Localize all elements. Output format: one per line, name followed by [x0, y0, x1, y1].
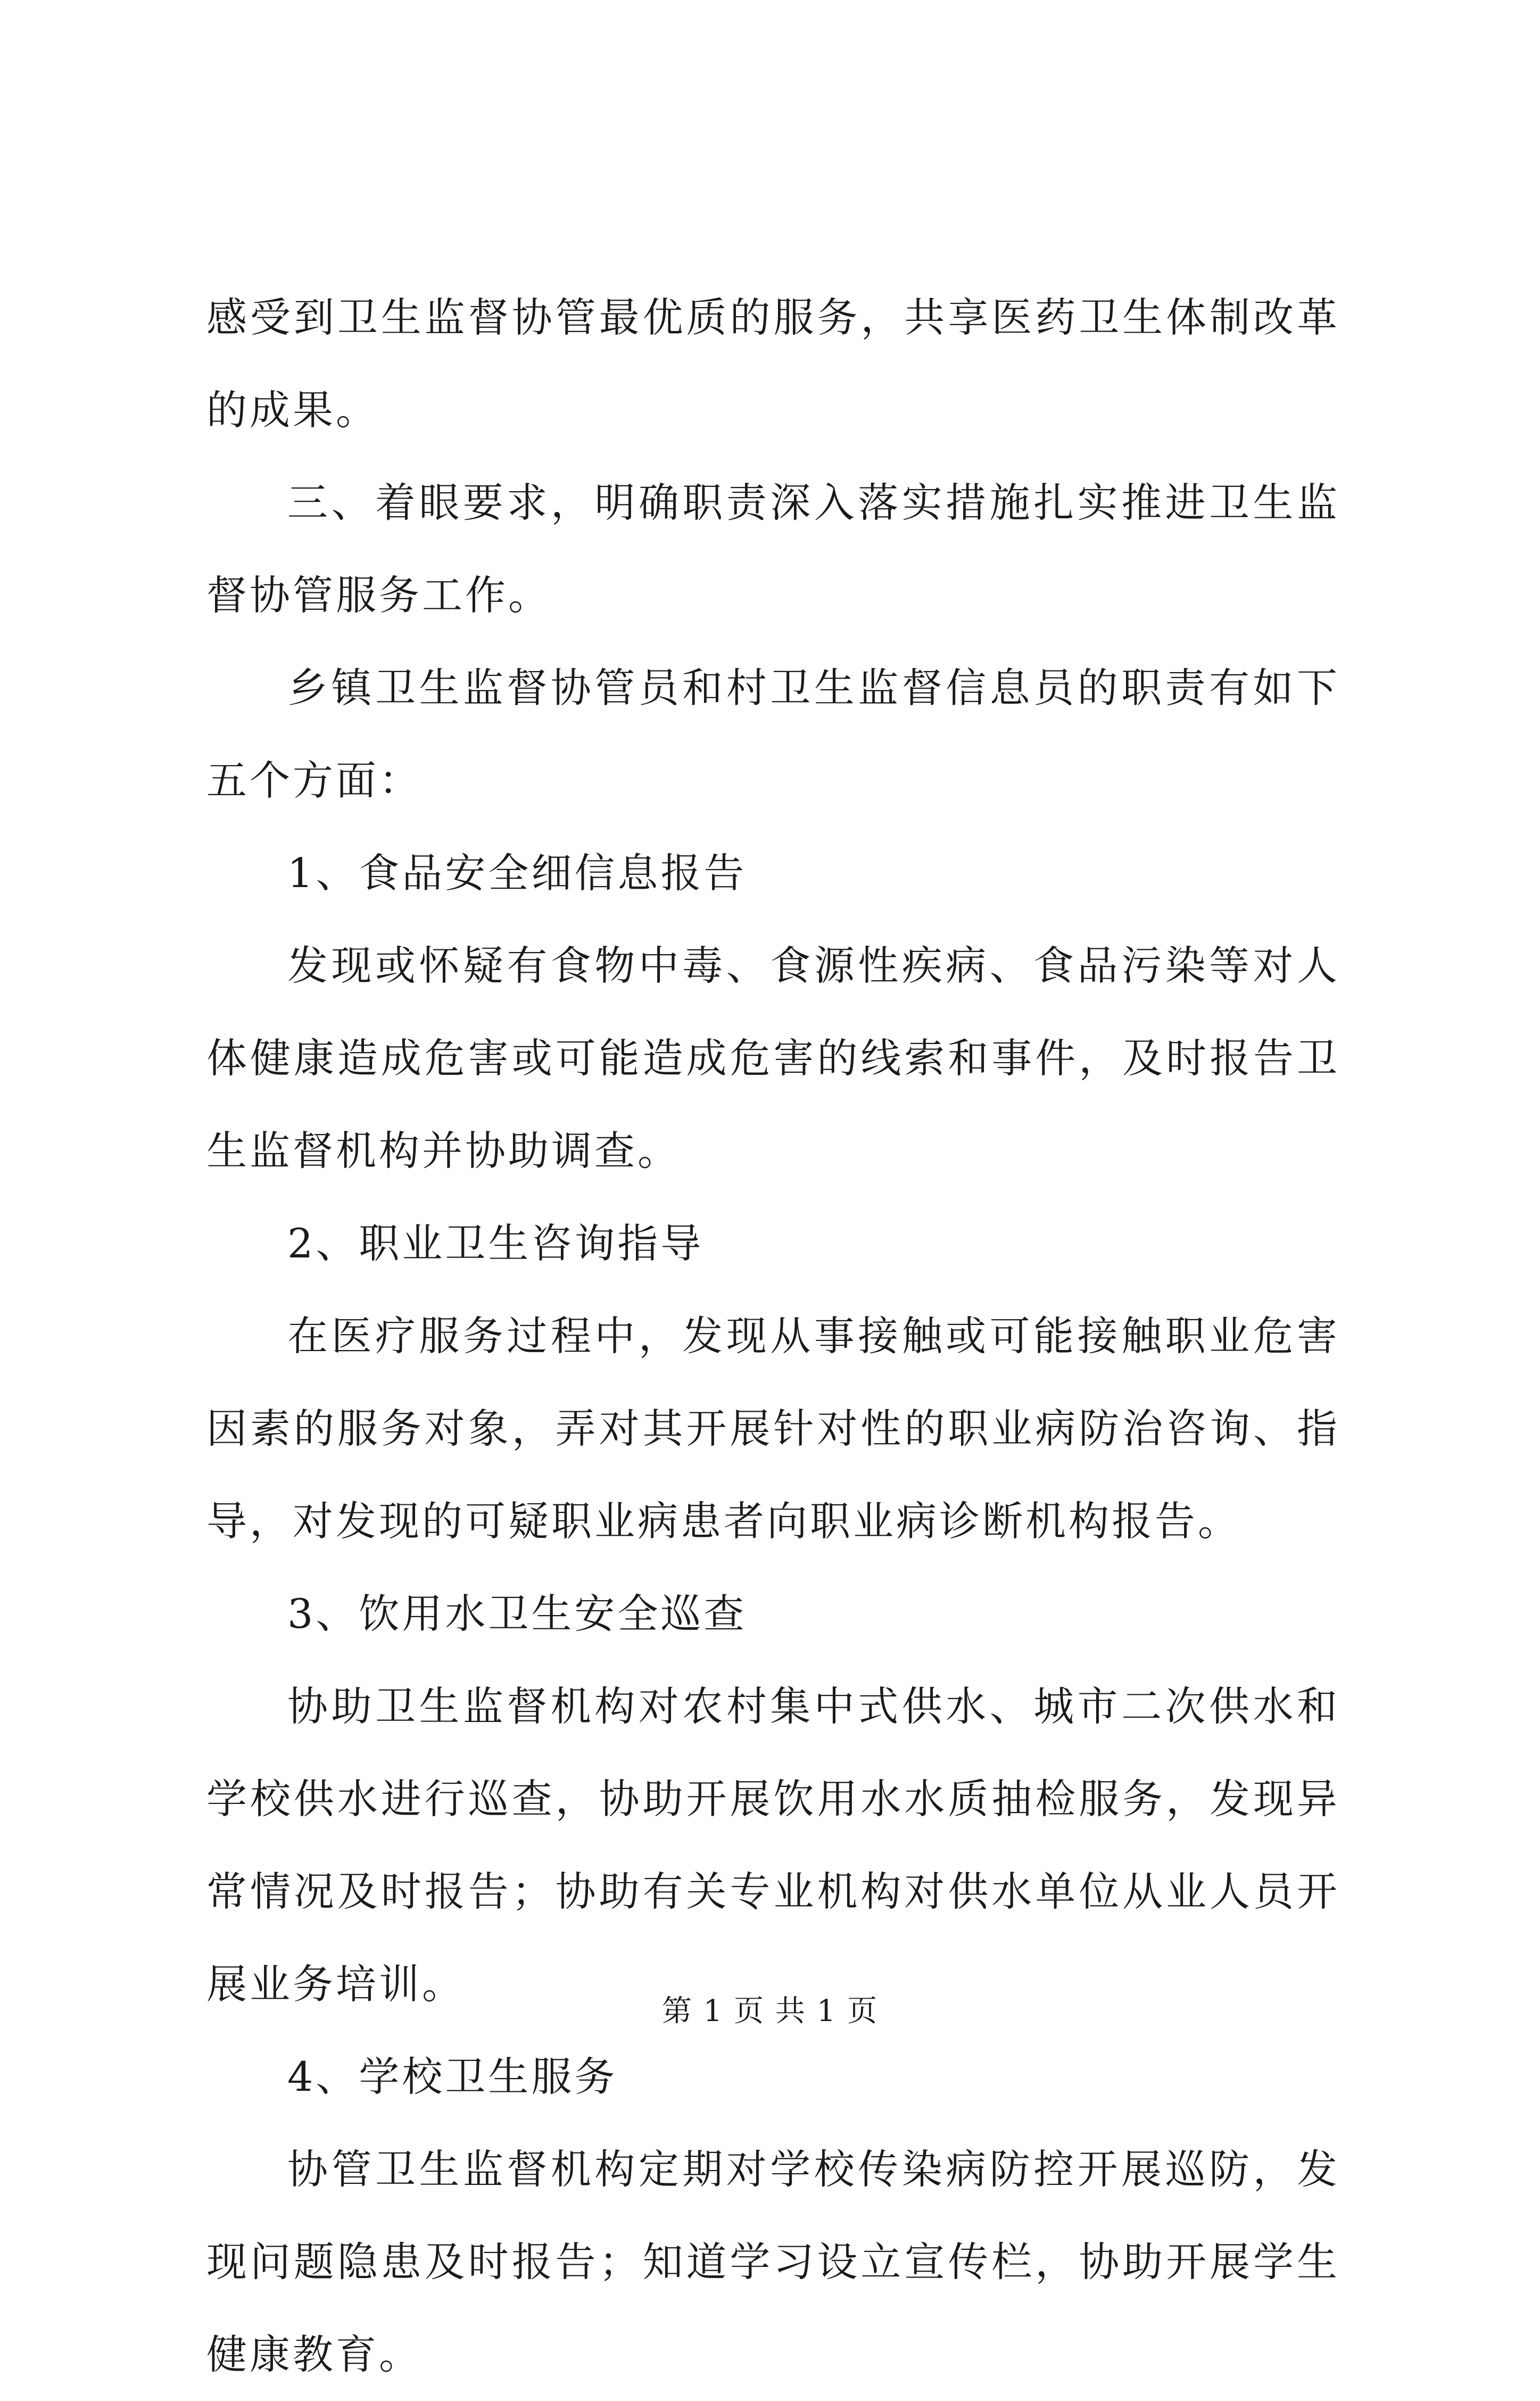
item-heading-3: 3、饮用水卫生安全巡查	[287, 1590, 747, 1637]
item-heading-4: 4、学校卫生服务	[287, 2053, 618, 2100]
paragraph-duties-intro: 乡镇卫生监督协管员和村卫生监督信息员的职责有如下五个方面：	[206, 664, 1340, 804]
item-body-3: 协助卫生监督机构对农村集中式供水、城市二次供水和学校供水进行巡查，协助开展饮用水水质抽检服务，发现异常情况及时报告；协助有关专业机构对供水单位从业人员开展业务培训。	[206, 1683, 1340, 2008]
document-body	[206, 271, 1340, 2401]
item-heading-2: 2、职业卫生咨询指导	[287, 1220, 704, 1267]
item-body-1: 发现或怀疑有食物中毒、食源性疾病、食品污染等对人体健康造成危害或可能造成危害的线索和事件，及时报告卫生监督机构并协助调查。	[206, 942, 1340, 1174]
item-heading-1: 1、食品安全细信息报告	[287, 849, 747, 897]
page-number-footer: 第 1 页 共 1 页	[661, 1994, 879, 2029]
item-body-4: 协管卫生监督机构定期对学校传染病防控开展巡防，发现问题隐患及时报告；知道学习设立宣传栏，协助开展学生健康教育。	[206, 2146, 1340, 2378]
section-heading-3: 三、着眼要求，明确职责深入落实措施扎实推进卫生监督协管服务工作。	[206, 479, 1340, 619]
paragraph-1: 感受到卫生监督协管最优质的服务，共享医药卫生体制改革的成果。	[206, 294, 1340, 434]
item-body-2: 在医疗服务过程中，发现从事接触或可能接触职业危害因素的服务对象，弄对其开展针对性的职业病防治咨询、指导，对发现的可疑职业病患者向职业病诊断机构报告。	[206, 1312, 1340, 1545]
